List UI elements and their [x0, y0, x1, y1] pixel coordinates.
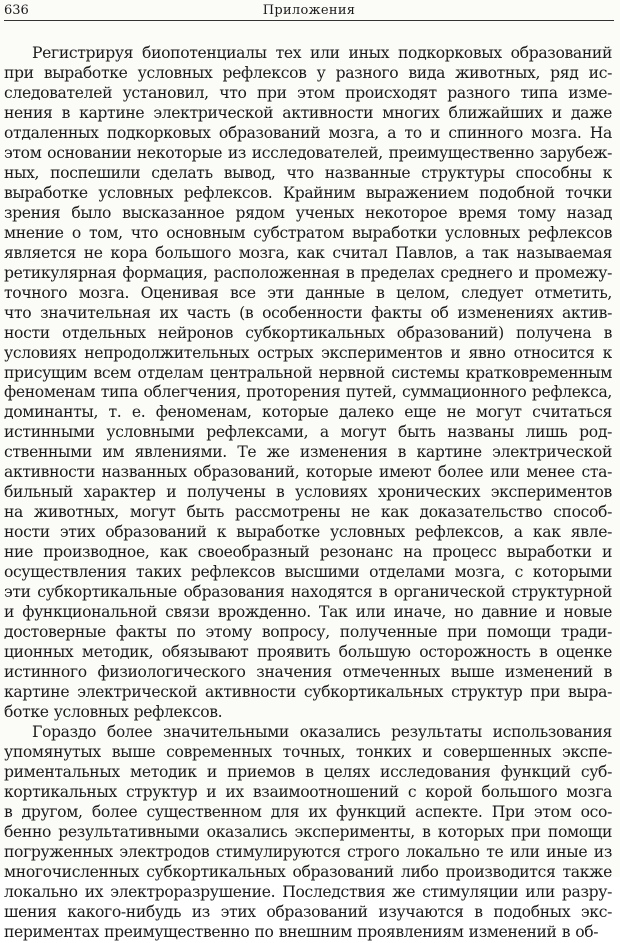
- text-line: ности этих образований к выработке условных рефлексов, а как явле-: [4, 523, 612, 542]
- text-line: точного мозга. Оценивая все эти данные в целом, следует отметить,: [4, 283, 612, 302]
- text-line: доминанты, т. е. феноменам, которые далеко еще не могут считаться: [4, 403, 612, 422]
- text-line: следователей установил, что при этом происходят разного типа изме-: [4, 83, 612, 102]
- text-line: при выработке условных рефлексов у разного вида животных, ряд ис-: [4, 63, 612, 82]
- text-line: и функциональной связи врожденно. Так или иначе, но давние и новые: [4, 603, 612, 622]
- text-line: активности названных образований, которые имеют более или менее ста-: [4, 463, 612, 482]
- text-line: ционных методик, обязывают проявить большую осторожность в оценке: [4, 643, 612, 662]
- running-head: Приложения: [262, 3, 356, 18]
- text-line: погруженных электродов стимулируются строго локально те или иные из: [4, 842, 612, 861]
- text-line: ственными им явлениями. Те же изменения в картине электрической: [4, 443, 612, 462]
- text-line: условиях непродолжительных острых экспериментов и явно относится к: [4, 343, 612, 362]
- text-line: истинного физиологического значения отмеченных выше изменений в: [4, 663, 612, 682]
- text-line: ние производное, как своеобразный резонанс на процесс выработки и: [4, 543, 612, 562]
- text-line: на животных, могут быть рассмотрены не как доказательство способ-: [4, 503, 612, 522]
- paragraph: [4, 723, 612, 943]
- text-line: зрения было высказанное рядом ученых некоторое время тому назад: [4, 203, 612, 222]
- text-line: отдаленных подкорковых образований мозга, а то и спинного мозга. На: [4, 123, 612, 142]
- text-line: многочисленных субкортикальных образований либо производится также: [4, 862, 612, 881]
- text-line: ности отдельных нейронов субкортикальных образований) получена в: [4, 323, 612, 342]
- text-line: кортикальных структур и их взаимоотношений с корой большого мозга: [4, 782, 612, 801]
- text-line: бенно результативными оказались эксперименты, в которых при помощи: [4, 822, 612, 841]
- header-rule: [4, 20, 614, 21]
- text-line: эти субкортикальные образования находятся в органической структурной: [4, 583, 612, 602]
- text-line: что значительная их часть (в особенности факты об изменениях актив-: [4, 303, 612, 322]
- text-line: периментах преимущественно по внешним проявлениям изменений в об-: [4, 922, 599, 941]
- text-line: локально их электроразрушение. Последствия же стимуляции или разру-: [4, 882, 612, 901]
- text-line: в другом, более существенном для их функций аспекте. При этом осо-: [4, 802, 612, 821]
- text-line: ных, поспешили сделать вывод, что названные структуры способны к: [4, 163, 612, 182]
- text-line: ботке условных рефлексов.: [4, 702, 223, 721]
- paragraph: [4, 44, 612, 723]
- text-line: шения какого-нибудь из этих образований изучаются в подобных экс-: [4, 902, 612, 921]
- text-line: достоверные факты по этому вопросу, полученные при помощи тради-: [4, 623, 612, 642]
- page-number: 636: [4, 3, 29, 18]
- text-line: Гораздо более значительными оказались результаты использования: [32, 722, 612, 741]
- text-line: Регистрируя биопотенциалы тех или иных подкорковых образований: [32, 44, 612, 62]
- text-line: осуществления таких рефлексов высшими отделами мозга, с которыми: [4, 563, 612, 582]
- text-line: истинными условными рефлексами, а могут быть названы лишь род-: [4, 423, 612, 442]
- text-line: мнение о том, что основным субстратом выработки условных рефлексов: [4, 223, 612, 242]
- text-line: упомянутых выше современных точных, тонких и совершенных экспе-: [4, 742, 612, 761]
- text-line: ретикулярная формация, расположенная в пределах среднего и промежу-: [4, 263, 612, 282]
- text-line: феноменам типа облегчения, проторения путей, суммационного рефлекса,: [4, 383, 612, 402]
- text-line: картине электрической активности субкортикальных структур при выра-: [4, 683, 612, 701]
- text-line: этом основании некоторые из исследователей, преимущественно зарубеж-: [4, 143, 612, 162]
- text-line: риментальных методик и приемов в целях исследования функций суб-: [4, 762, 612, 781]
- text-line: является не кора большого мозга, как считал Павлов, а так называемая: [4, 243, 612, 262]
- text-line: выработке условных рефлексов. Крайним выражением подобной точки: [4, 183, 612, 202]
- text-line: нения в картине электрической активности многих ближайших и даже: [4, 103, 612, 122]
- text-line: бильный характер и получены в условиях хронических экспериментов: [4, 483, 612, 502]
- body-text: [4, 44, 612, 943]
- text-line: присущим всем отделам центральной нервной системы кратковременным: [4, 363, 612, 382]
